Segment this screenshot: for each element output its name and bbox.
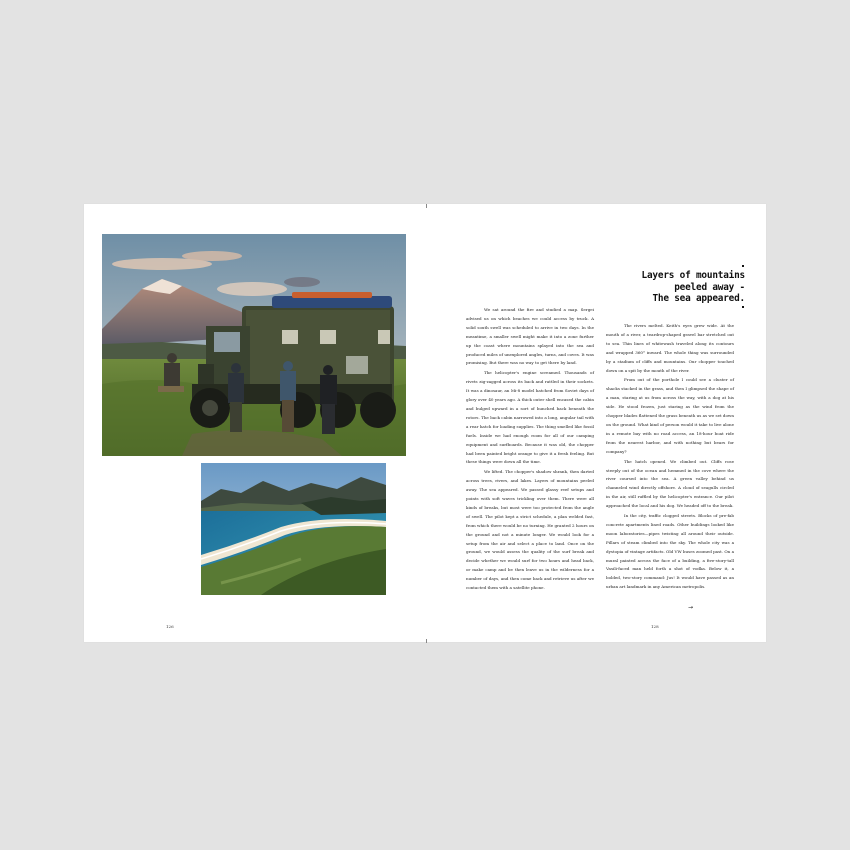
tundra-expedition-truck-photo <box>102 234 406 456</box>
gutter-mark-bottom <box>426 639 427 643</box>
aerial-coastline-photo <box>201 463 386 595</box>
page-number-left: 126 <box>166 624 174 629</box>
pull-quote <box>600 270 745 305</box>
page-number-right: 128 <box>651 624 659 629</box>
paragraph: We lifted. The chopper's shadow shrank, then darted across trees, rivers, and lakes. Layers of mountains peeled away. The sea appeared. We passed glassy reef setups and points with soft waves trickling over them. There were all kinds of breaks, but most were too protected from the angle of swell. The pilot kept a strict schedule, a plan welded fast, from which there would be no turning. He granted 2 hours on the ground and not a minute longer. We would look for a setup from the air and select a place to land. Once on the ground, we would assess the quality of the surf break and decide whether we would surf for two hours and head back, or make camp and be then leave us in the wilderness for a number of days, and then come back and retrieve us after we contacted them with a satellite phone. <box>466 469 594 591</box>
pull-quote-line: The sea appeared. <box>652 293 745 304</box>
continue-arrow-icon: → <box>688 604 694 611</box>
paragraph: From out of the porthole I could see a cluster of shacks stacked in the grass, and then I glimpsed the shape of a man, staring at us from across the way, with a dog at his side. He stood frozen, just staring as the wind from the chopper blades flattened the grass beneath us as we set down on the ground. What kind of person would it take to live alone in a remote bay with no road access, an 18-hour boat ride from the nearest harbor, and with nothing but bears for company? <box>606 377 734 454</box>
paragraph: In the city, traffic clogged streets. Blocks of pre-fab concrete apartments lined roads. Other buildings looked like moon laboratories—pipes twisting all around their outside. Pillars of steam climbed into the sky. The whole city was a dystopia of vintage artifacts. Old VW buses zoomed past. On a mural painted across the face of a building, a five-story-tall Vasili-faced man held forth a shot of vodka. Below it, a bolded, two-story command: Jus! It would have passed as an urban art landmark in any American metropolis. <box>606 513 734 590</box>
paragraph: The hatch opened. We climbed out. Cliffs rose steeply out of the ocean and hemmed in the cove where the river coursed into the sea. A green valley behind us channeled wind directly offshore. A cloud of seagulls circled in the air, still ruffled by the helicopter's entrance. Our pilot approached the local and his dog. We headed off to the break. <box>606 458 734 509</box>
pull-quote-line: peeled away - <box>674 281 745 293</box>
pull-quote-marker-top <box>742 265 744 267</box>
pull-quote-marker-bottom <box>742 306 744 308</box>
body-column-2 <box>606 322 734 593</box>
body-column-1 <box>466 306 594 594</box>
paragraph: We sat around the fire and studied a map. Sergei advised us on which beaches we could access by truck. A solid south swell was scheduled to arrive in two days. In the meantime, a smaller swell might make it into a zone further up the coast where mountains splayed into the sea and produced miles of unexplored angles, turns, and coves. It was promising. But there was no way to get there by land. <box>466 307 594 366</box>
paragraph: The helicopter's engine screamed. Thousands of rivets zig-zagged across its back and rattled in their sockets. It was a dinosaur, an Mi-8 model hatched from Soviet days of glory over 40 years ago. A thick outer shell encased the cabin and bulged upward in a sort of hunched back beneath the rotors. The back cabin narrowed into a long, angular tail with a rear hatch for loading supplies. The thing smelled like fossil fuels. Inside we had enough room for all of our camping equipment and surfboards. Because it was old, the chopper had been painted bright orange to give it a fresh feeling. But these things were down all the time. <box>466 370 594 465</box>
pull-quote-line: Layers of mountains <box>641 270 745 281</box>
gutter-mark-top <box>426 204 427 208</box>
paragraph: The rivers melted. Keith's eyes grew wide. At the mouth of a river, a teardrop-shaped gravel bar stretched out to sea. Thin lines of whitewash traveled along its contours and wrapped 360° inward. The whole thing was surrounded by a stadium of cliffs and mountains. Our chopper touched down on a spit by the mouth of the river. <box>606 323 734 373</box>
